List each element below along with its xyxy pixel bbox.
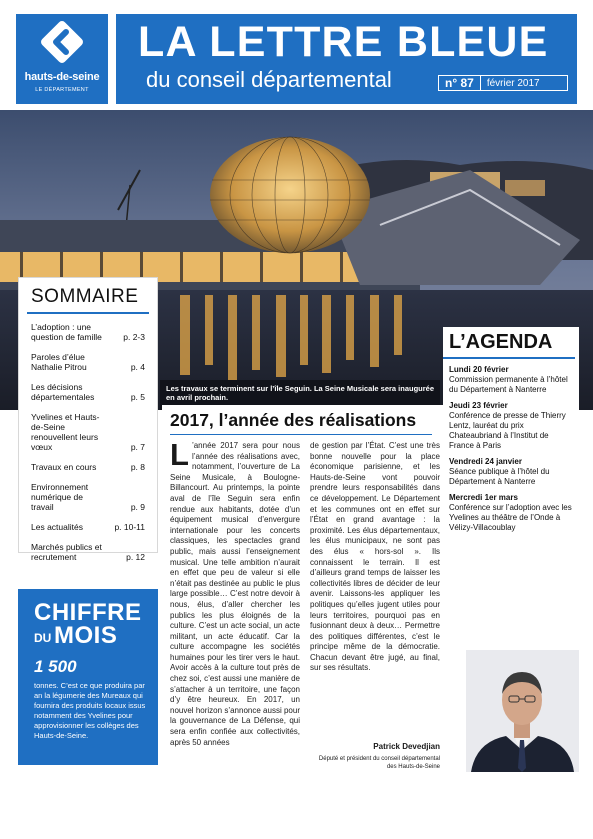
column-1-text: ’année 2017 sera pour nous l’année des réalisations avec, notamment, l’ouverture de La Seine Musicale, à Boulogne-Billancourt. Au printemps, la pointe aval de l’île Seguin sera enfin rendue aux habitants, dotée d’un équipement musical d’envergure internationale pour les concerts classiques, les spectacles grand public, mais aussi l’enseignement musical. Une telle ambition n’aurait en effet que peu de valeur si elle n’était pas destinée au public le plus large possible… C’est notre devoir à nous, élus, d’aller chercher les publics les plus éloignés de la culture. C’est un acte social, un acte militant, un acte éducatif. Car la culture accompagne les sociétés humaines pour les tirer vers le haut. Avoir accès à la culture tout près de chez soi, c’est aussi une manière de s’attacher à un territoire, une façon d’y être heureux. En 2017, un nouvel horizon s’annonce aussi pour la gouvernance de La Défense, qui sera enfin confiée aux collectivités, après 50 années [170,441,300,747]
toc-item[interactable]: Paroles d’élue Nathalie Pitrou p. 4 [31,352,145,372]
agenda-item[interactable] [443,359,579,395]
author-portrait [466,650,579,772]
figure-of-the-month [18,589,158,765]
chiffre-heading: CHIFFRE [34,599,142,626]
department-logo[interactable] [16,14,108,104]
logo-text: hauts-de-seine [24,71,100,83]
article-column-2: de gestion par l’État. C’est une très bonne nouvelle pour la place économique parisienne, et les Hauts-de-Seine vont pouvoir prendre leurs responsabilités dans ce développement. Le Département et les communes ont en effet sur l’État en grand avantage : la proximité. Les élus départementaux, les élus municipaux, ne sont pas des élus « hors-sol ». Ils connaissent le terrain. Il est d’ailleurs grand temps de laisser les collectivités libres de décider de leur avenir. Laissons-les appliquer les politiques qu’elles jugent utiles pour leurs territoires, pourquoi pas en fusionnant deux à deux… Permettre des politiques différentes, c’est le principe même de la démocratie. Chacun devant être jugé, au final, sur ses résultats. [310,441,440,673]
signature-role: Député et président du conseil départemental des Hauts-de-Seine [318,756,440,770]
agenda-date: Vendredi 24 janvier [449,457,522,466]
toc-item[interactable]: Les décisions départementales p. 5 [31,382,145,402]
article-column-1 [170,437,300,748]
article-title: 2017, l’année des réalisations [170,410,417,430]
logo-subtext: LE DÉPARTEMENT [35,87,89,93]
agenda-text: Conférence de presse de Thierry Lentz, lauréat du prix Chateaubriand à l’Institut de France à Paris [449,411,566,450]
chiffre-du: DU [34,631,52,645]
toc-item[interactable]: Marchés publics et recrutement p. 12 [31,542,145,562]
issue-info [438,75,568,91]
toc-item[interactable]: L’adoption : une question de famille p. 2-3 [31,322,145,342]
chiffre-text: tonnes. C’est ce que produira par an la légumerie des Mureaux qui fournira des produits locaux issus notamment des Yvelines pour approvisionner les collèges des Hauts-de-Seine. [34,681,146,740]
agenda-item[interactable] [443,487,579,533]
agenda-text: Conférence sur l’adoption avec les Yvelines au théâtre de l’Onde à Vélizy-Villacoublay [449,503,572,532]
masthead [0,0,593,110]
hero-caption: Les travaux se terminent sur l’île Seguin. La Seine Musicale sera inaugurée en avril prochain. [166,384,435,402]
title-rule [170,434,432,435]
toc-item[interactable]: Les actualités p. 10-11 [31,522,145,532]
agenda-item[interactable] [443,451,579,487]
toc-title: SOMMAIRE [27,278,149,314]
agenda-title: L’AGENDA [443,327,575,359]
issue-number: n° 87 [439,76,481,90]
agenda-item[interactable] [443,395,579,451]
issue-date: février 2017 [486,77,540,89]
table-of-contents [18,277,158,562]
logo-chevron-icon [38,18,86,66]
signature-name: Patrick Devedjian [373,742,440,751]
publication-subtitle: du conseil départemental [146,67,392,92]
agenda-date: Lundi 20 février [449,365,509,374]
toc-item[interactable]: Yvelines et Hauts-de-Seine renouvellent leurs vœux p. 7 [31,412,145,452]
editorial-article [162,405,447,785]
toc-item[interactable]: Travaux en cours p. 8 [31,462,145,472]
agenda-date: Jeudi 23 février [449,401,508,410]
title-banner [116,14,577,104]
agenda-text: Commission permanente à l’hôtel du Département à Nanterre [449,375,568,394]
chiffre-mois: MOIS [54,622,118,649]
toc-item[interactable]: Environnement numérique de travail p. 9 [31,482,145,512]
chiffre-number: 1 500 [34,657,77,676]
drop-cap: L [170,437,189,472]
agenda-date: Mercredi 1er mars [449,493,518,502]
publication-title: LA LETTRE BLEUE [138,18,549,66]
agenda-text: Séance publique à l’hôtel du Département à Nanterre [449,467,550,486]
portrait-illustration [466,650,579,772]
agenda-panel [443,327,579,556]
